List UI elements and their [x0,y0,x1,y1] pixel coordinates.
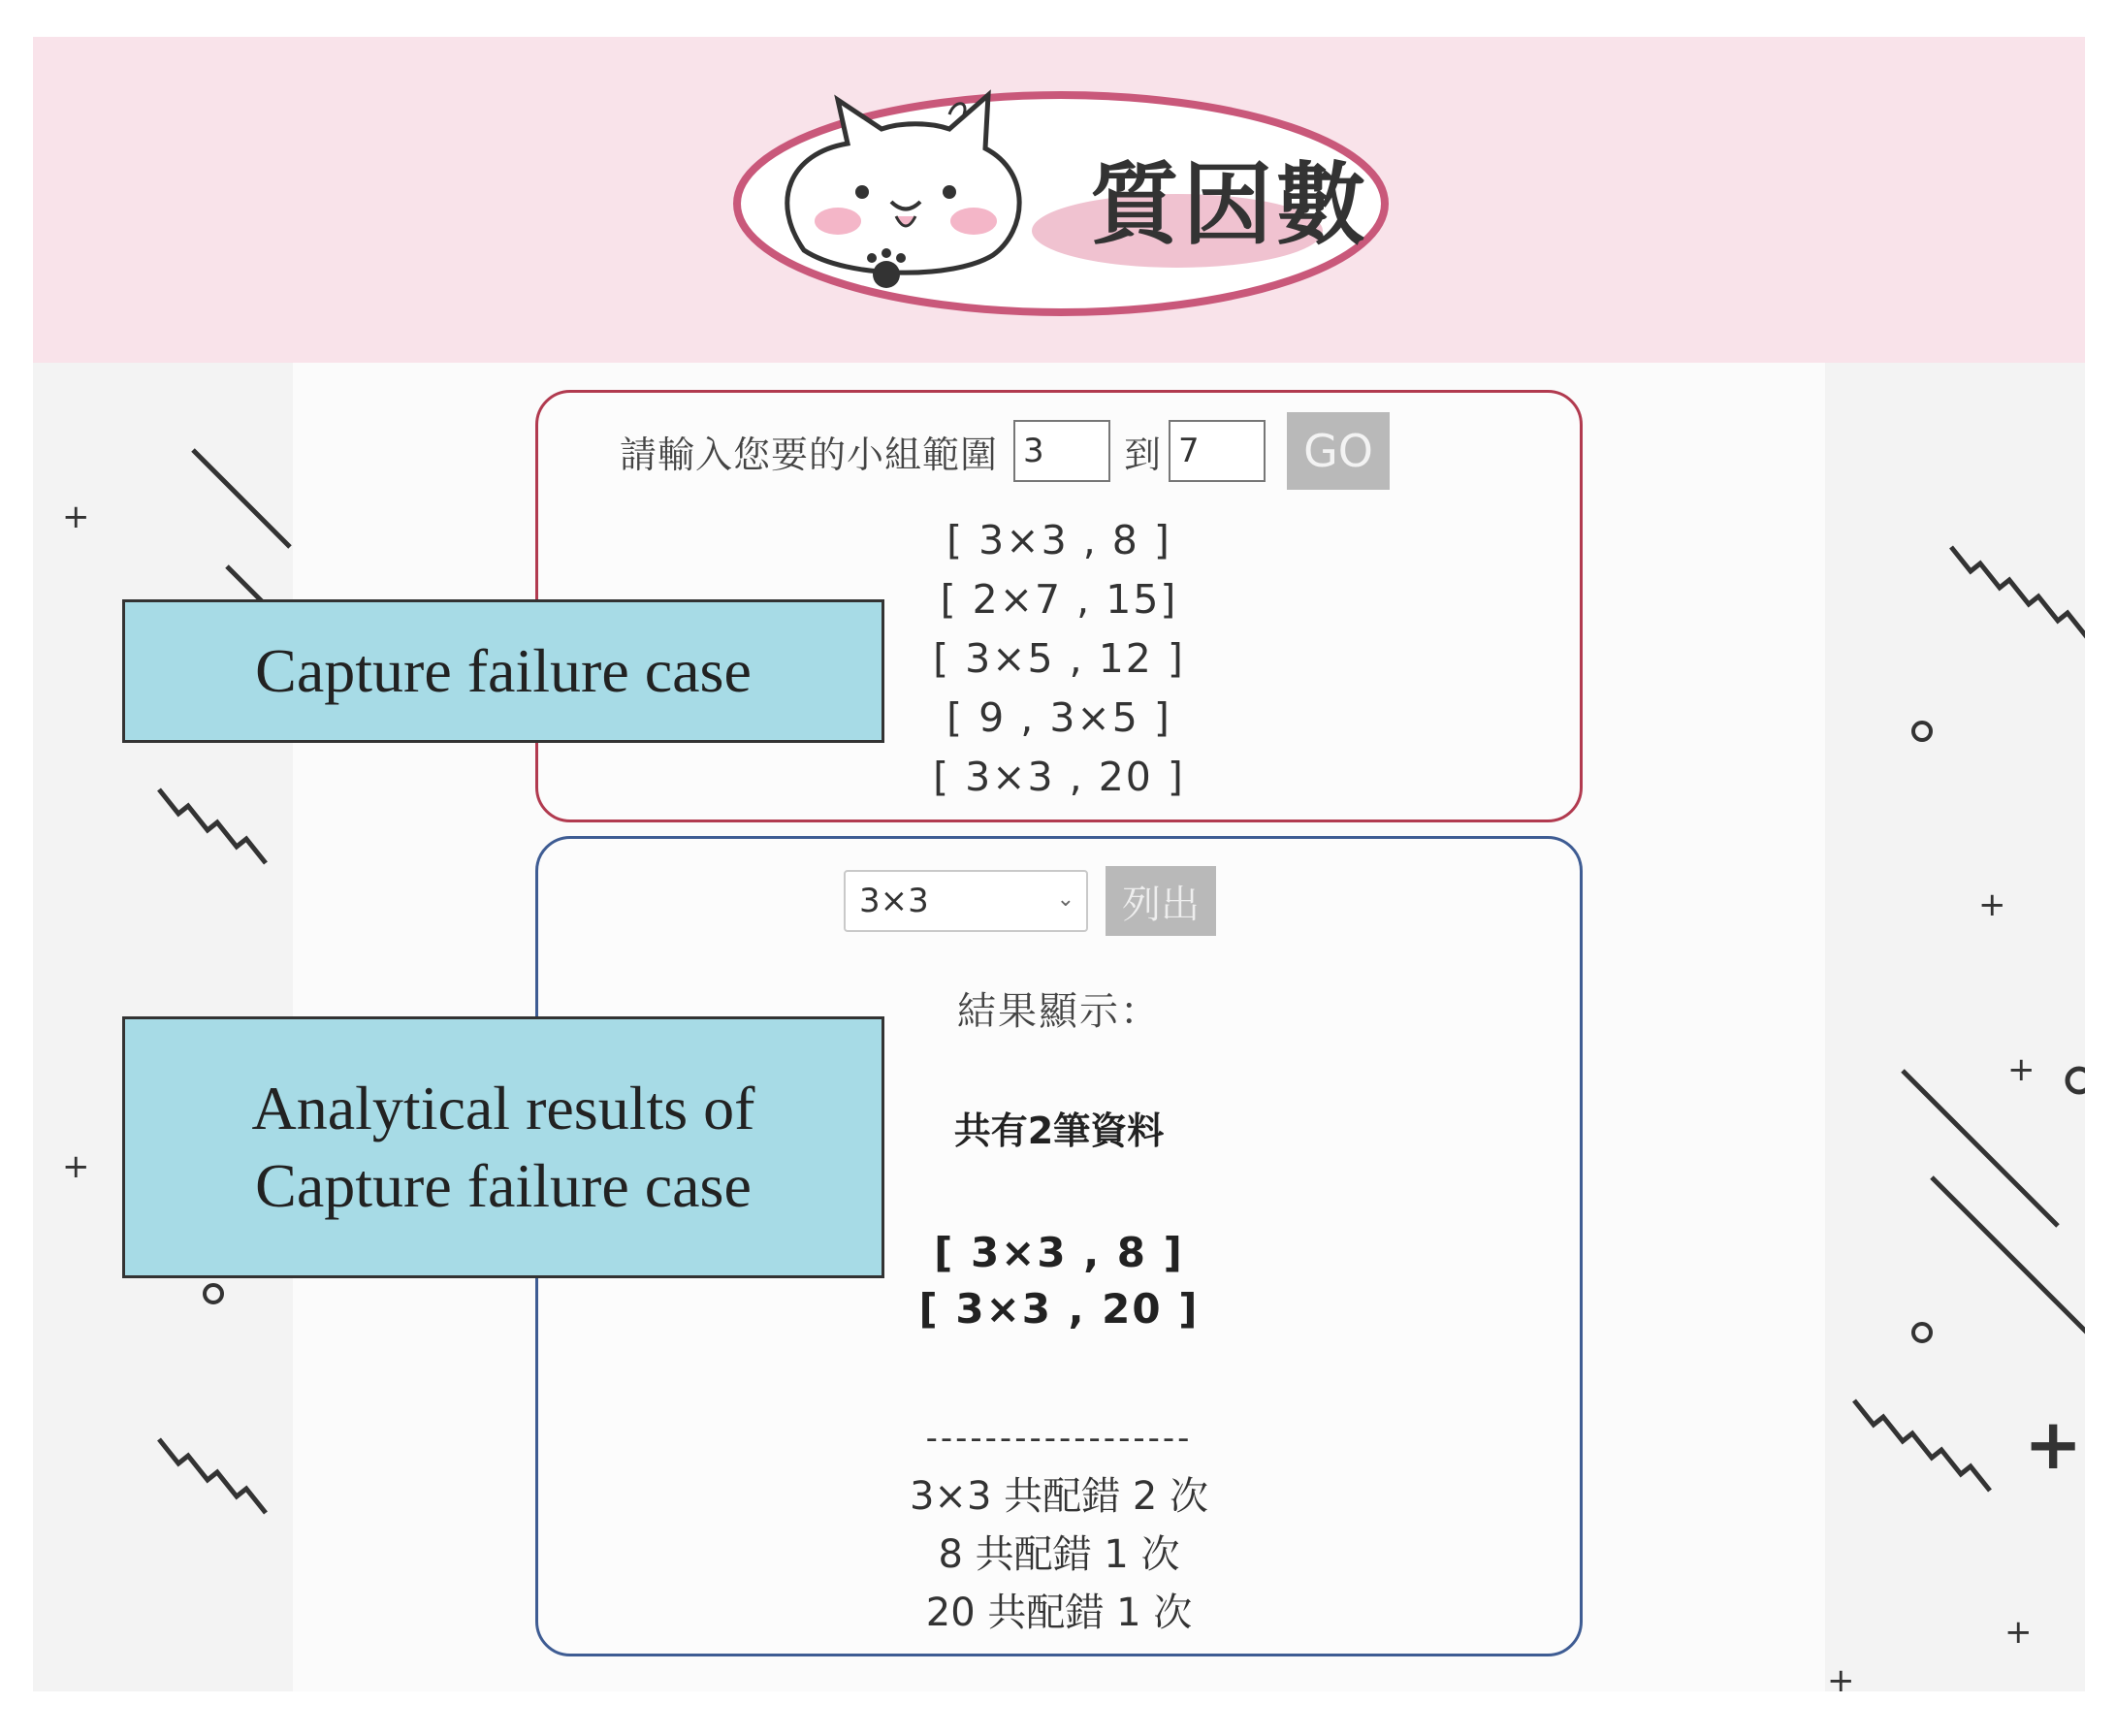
list-item: [ 3×3 , 8 ] [946,517,1171,563]
results-count: 共有2筆資料 [953,1109,1165,1152]
list-item: [ 3×3 , 20 ] [918,1285,1200,1333]
factor-select[interactable] [844,870,1088,932]
list-item: 20 共配錯 1 次 [925,1591,1193,1635]
chevron-down-icon: ⌄ [1056,887,1074,912]
list-item: [ 2×7 , 15] [940,576,1178,623]
capture-failure-callout [122,599,884,743]
page-frame [33,37,2085,1691]
svg-text:+: + [2007,1050,2036,1089]
logo [731,85,1391,323]
svg-text:+: + [1827,1661,1855,1691]
list-item: 8 共配錯 1 次 [938,1532,1180,1577]
svg-text:+: + [62,498,90,536]
svg-text:+: + [2004,1613,2033,1652]
logo-title: 質因數 [1090,152,1370,257]
range-form [620,412,1390,490]
filter-row [538,866,1580,936]
decoration-pattern-icon [1825,363,2085,1691]
svg-text:+: + [2024,1403,2083,1485]
results-heading: 結果顯示： [957,989,1161,1034]
list-item: [ 9 , 3×5 ] [946,694,1171,741]
svg-text:+: + [62,1147,90,1186]
range-to-label: 到 [1124,433,1162,476]
mismatch-summary [538,1467,1580,1642]
list-item: 3×3 共配錯 2 次 [909,1474,1208,1519]
range-to-input[interactable] [1169,420,1266,482]
right-decoration-panel [1825,363,2085,1691]
header-banner [33,37,2085,363]
callout-text: Capture failure case [255,636,752,705]
factor-select-value: 3×3 [859,882,929,920]
go-button[interactable]: GO [1287,412,1390,490]
callout-text [252,1070,755,1225]
results-separator: ------------------ [925,1419,1193,1458]
callout-line: Analytical results of [251,1074,755,1142]
list-item: [ 3×3 , 20 ] [933,754,1185,800]
svg-text:+: + [1978,885,2006,924]
callout-line: Capture failure case [255,1151,752,1220]
analysis-results-callout [122,1016,884,1278]
list-item: [ 3×3 , 8 ] [934,1229,1184,1276]
range-label: 請輸入您要的小組範圍 [620,433,999,476]
range-from-input[interactable] [1013,420,1110,482]
list-item: [ 3×5 , 12 ] [933,635,1185,682]
list-button[interactable]: 列出 [1106,866,1216,936]
